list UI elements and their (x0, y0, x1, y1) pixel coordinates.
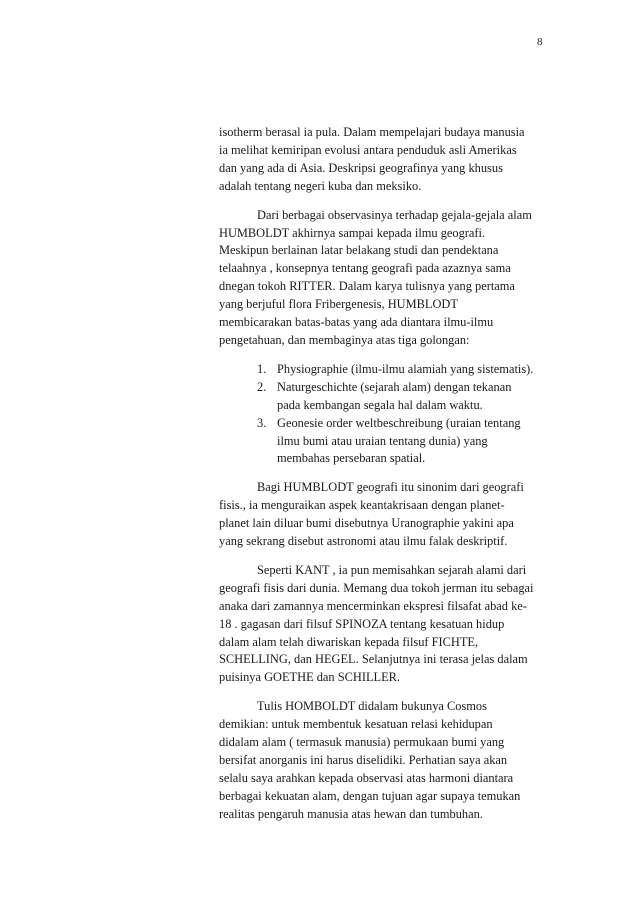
text-line: dan yang ada di Asia. Deskripsi geografinya yang khusus (219, 160, 503, 175)
text-line: didalam alam ( termasuk manusia) permukaan bumi yang (219, 735, 505, 750)
text-line: pengetahuan, dan membaginya atas tiga golongan: (219, 332, 470, 347)
list-item (219, 379, 549, 415)
paragraph-1 (219, 124, 549, 196)
list-number: 1. (257, 361, 267, 376)
text-line: anaka dari zamannya mencerminkan ekspresi filsafat abad ke- (219, 598, 527, 613)
text-line: adalah tentang negeri kuba dan meksiko. (219, 178, 422, 193)
text-line: pada kembangan segala hal dalam waktu. (277, 397, 483, 412)
list-item (219, 361, 549, 379)
text-line: ilmu bumi atau uraian tentang dunia) yang (277, 433, 488, 448)
text-line: Physiographie (ilmu-ilmu alamiah yang sistematis). (277, 361, 534, 376)
text-line: membahas persebaran spatial. (277, 451, 426, 466)
page-number: 8 (537, 36, 543, 48)
text-line: dnegan tokoh RITTER. Dalam karya tulisnya yang pertama (219, 279, 515, 294)
text-line: realitas pengaruh manusia atas hewan dan tumbuhan. (219, 806, 483, 821)
list-number: 2. (257, 379, 267, 394)
text-line: HUMBOLDT akhirnya sampai kepada ilmu geografi. (219, 225, 486, 240)
text-line: 18 . gagasan dari filsuf SPINOZA tentang kesatuan hidup (219, 616, 505, 631)
text-line: Seperti KANT , ia pun memisahkan sejarah alami dari (257, 562, 527, 577)
text-line: dalam alam telah diwariskan kepada filsuf FICHTE, (219, 634, 479, 649)
text-line: puisinya GOETHE dan SCHILLER. (219, 670, 401, 685)
text-line: yang sekrang disebut astronomi atau ilmu falak deskriptif. (219, 534, 508, 549)
text-line: geografi fisis dari dunia. Memang dua tokoh jerman itu sebagai (219, 580, 534, 595)
text-line: isotherm berasal ia pula. Dalam mempelajari budaya manusia (219, 125, 525, 139)
document-body (219, 124, 549, 835)
text-line: Dari berbagai observasinya terhadap gejala-gejala alam (257, 207, 532, 222)
text-line: planet lain diluar bumi disebutnya Uranographie yakini apa (219, 516, 514, 531)
text-line: Tulis HOMBOLDT didalam bukunya Cosmos (257, 699, 487, 714)
text-line: telaahnya , konsepnya tentang geografi pada azaznya sama (219, 261, 511, 276)
text-line: bersifat anorganis ini harus diselidiki. Perhatian saya akan (219, 753, 508, 767)
paragraph-5 (219, 698, 549, 823)
text-line: ia melihat kemiripan evolusi antara penduduk asli Amerikas (219, 142, 517, 157)
text-line: Geonesie order weltbeschreibung (uraian tentang (277, 415, 521, 430)
numbered-list (219, 361, 549, 468)
text-line: yang berjuful flora Fribergenesis, HUMBLODT (219, 297, 458, 312)
paragraph-4 (219, 562, 549, 687)
text-line: Meskipun berlainan latar belakang studi dan pendektana (219, 243, 499, 258)
text-line: berbagai kekuatan alam, dengan tujuan agar supaya temukan (219, 788, 521, 803)
list-item (219, 415, 549, 469)
paragraph-3 (219, 479, 549, 551)
text-line: Naturgeschichte (sejarah alam) dengan tekanan (277, 379, 512, 394)
paragraph-2 (219, 207, 549, 350)
text-line: Bagi HUMBLODT geografi itu sinonim dari geografi (257, 480, 524, 495)
list-number: 3. (257, 415, 267, 430)
text-line: selalu saya arahkan kepada observasi atas harmoni diantara (219, 770, 514, 785)
text-line: fisis., ia menguraikan aspek keantakrisaan dengan planet- (219, 498, 505, 513)
text-line: demikian: untuk membentuk kesatuan relasi kehidupan (219, 717, 493, 732)
text-line: SCHELLING, dan HEGEL. Selanjutnya ini terasa jelas dalam (219, 652, 528, 667)
text-line: membicarakan batas-batas yang ada diantara ilmu-ilmu (219, 315, 494, 330)
